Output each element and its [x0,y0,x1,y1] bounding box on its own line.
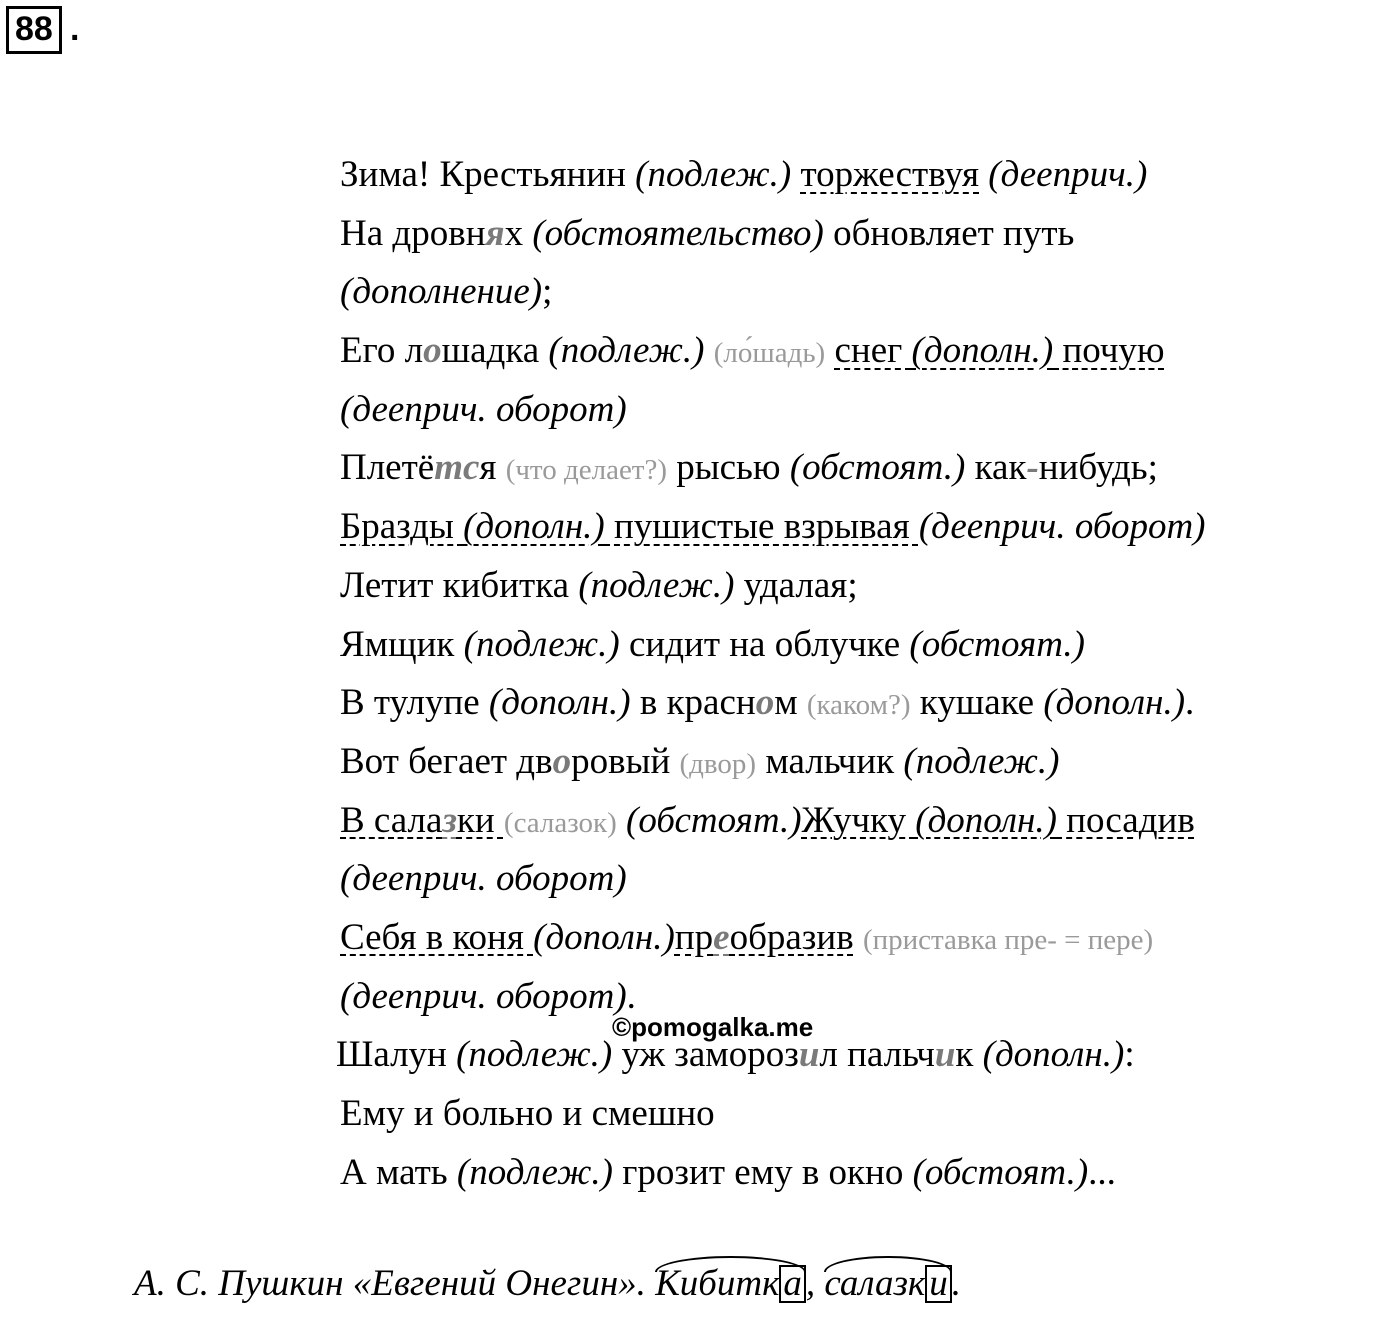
poem-segment: (дополн.) [911,330,1054,372]
poem-segment: уж замороз [612,1034,799,1076]
poem-segment: (дееприч. оборот) [340,975,627,1017]
poem-segment: о [755,682,775,724]
poem-segment: (обстоят.) [789,447,966,489]
poem-segment: (подлеж.) [456,1151,613,1193]
poem-segment: (дееприч.) [988,154,1148,195]
poem-segment: (подлеж.) [463,623,620,665]
poem-segment: удалая; [734,564,858,606]
source-citation: А. С. Пушкин «Евгений Онегин». [134,1263,646,1304]
poem-segment: (дееприч. оборот) [918,506,1206,548]
poem-segment: (дополн.) [982,1034,1125,1076]
poem-segment: торжествуя [800,154,979,195]
poem-segment: (салазок) [503,806,617,839]
poem-segment: (дополн.) [915,799,1057,841]
poem-segment: В тулупе [340,682,489,724]
poem-segment: сидит на облучке [619,623,910,665]
poem-segment: Жучку [801,799,916,841]
poem-segment: . [626,975,636,1017]
poem-segment: (дополн.) [1043,682,1186,724]
poem-segment: (дополн.) [533,916,675,958]
poem-segment: и [934,1034,956,1076]
poem-segment: обновляет путь [823,212,1075,254]
poem-segment: почую [1053,330,1165,372]
watermark: ©pomogalka.me [612,1012,814,1042]
poem-segment: (дополн.) [488,682,631,724]
poem-segment: - [1026,447,1039,489]
poem-segment: о [423,330,442,372]
poem-segment: (дополнение) [340,271,543,313]
poem-line [340,263,1398,322]
poem-segment: нибудь; [1038,447,1158,489]
poem-segment: пр [674,916,714,958]
poem-segment: тс [434,447,480,489]
poem-segment [705,330,714,371]
poem-segment: Шалун [336,1034,457,1076]
poem-segment: как [965,447,1027,489]
poem-segment: (подлеж.) [903,740,1060,782]
poem-segment: з [442,799,457,841]
poem-segment: На дровн [340,212,486,254]
poem-segment: о [552,740,572,782]
poem-segment: Зима! Крестьянин [340,154,636,195]
poem-segment: к [955,1034,983,1076]
poem-segment: ровый [571,740,680,782]
poem-line [340,205,1398,264]
poem-line [340,498,1398,557]
exercise-number: 88 [6,6,62,54]
poem-line [340,850,1398,909]
poem-line [340,1144,1398,1203]
poem-segment: (двор) [679,747,757,780]
poem-segment: и [798,1034,820,1076]
poem-segment: (что делает?) [505,454,668,487]
poem-segment: шадка [441,330,549,372]
poem-line [340,792,1398,851]
poem-line [340,1085,1398,1144]
poem-segment: В сала [340,799,443,841]
poem-segment [979,154,988,195]
ending-box: и [925,1265,952,1303]
poem-segment: кушаке [910,682,1044,724]
poem-segment: . [1185,682,1195,724]
poem-segment: (дееприч. оборот) [340,388,627,430]
poem-segment: грозит ему в окно [612,1151,913,1193]
poem-segment: Бразды [340,506,464,548]
ending-box: а [779,1265,806,1303]
poem-line [340,733,1398,792]
poem-segment: посадив [1056,799,1195,841]
poem-segment: А мать [340,1151,457,1193]
poem-segment: : [1124,1034,1135,1076]
poem-line [340,322,1398,381]
poem-line [340,674,1398,733]
word-salazki: салазк и [824,1262,951,1305]
poem-segment: (подлеж.) [548,330,705,372]
poem-segment: мальчик [756,740,904,782]
poem-segment: х [504,212,533,254]
poem-line [340,381,1398,440]
poem-segment: пушистые взрывая [604,506,919,548]
poem-segment: е [713,916,730,958]
word-kibitka: Кибитк а [655,1262,806,1305]
poem-segment: (обстоят.) [912,1151,1089,1193]
poem-segment: (подлеж.) [635,154,792,195]
poem-segment: ... [1088,1151,1116,1193]
poem-segment: Ямщик [340,623,464,665]
poem-segment: в красн [630,682,756,724]
source-line: А. С. Пушкин «Евгений Онегин». Кибитк а , салазк и . [134,1263,961,1304]
poem-segment: я [479,447,506,489]
poem-line [340,557,1398,616]
poem-line [340,616,1398,675]
poem-line [336,1026,1398,1085]
poem-segment [617,800,626,841]
poem-segment: м [774,682,807,724]
poem-segment: образив [729,916,854,958]
poem-line [340,909,1398,968]
poem-line [340,146,1398,205]
poem-segment [854,917,863,958]
poem-segment: (обстоятельство) [532,212,824,254]
poem-segment: л пальч [819,1034,935,1076]
poem-segment: (каком?) [806,689,911,722]
poem-segment: ки [456,799,504,841]
poem-segment: Вот бегает дв [340,740,553,782]
poem-line [340,968,1398,1027]
poem-segment: (дееприч. оборот) [340,858,627,900]
poem-segment: ; [542,271,553,313]
poem-segment: (обстоят.) [909,623,1085,665]
poem-segment: Летит кибитка [340,564,579,606]
poem-segment: (подлеж.) [456,1034,613,1076]
poem-segment: (ло́шадь) [713,337,826,370]
poem-segment: Себя в коня [340,916,534,958]
poem-segment: Плетё [340,447,435,489]
poem-segment: я [485,212,505,254]
exercise-number-dot: . [70,10,80,48]
poem-line [340,439,1398,498]
poem-segment: Ему и больно и смешно [340,1093,715,1134]
poem-segment: Его л [340,330,424,372]
poem-segment [791,154,800,195]
poem-segment: (приставка пре- = пере) [862,923,1154,956]
poem-segment: рысью [667,447,790,489]
poem-text [336,146,1398,1202]
poem-segment: снег [834,330,912,372]
poem-segment: (подлеж.) [578,564,735,606]
poem-segment: (обстоят.) [626,799,802,841]
poem-segment: (дополн.) [463,506,605,548]
